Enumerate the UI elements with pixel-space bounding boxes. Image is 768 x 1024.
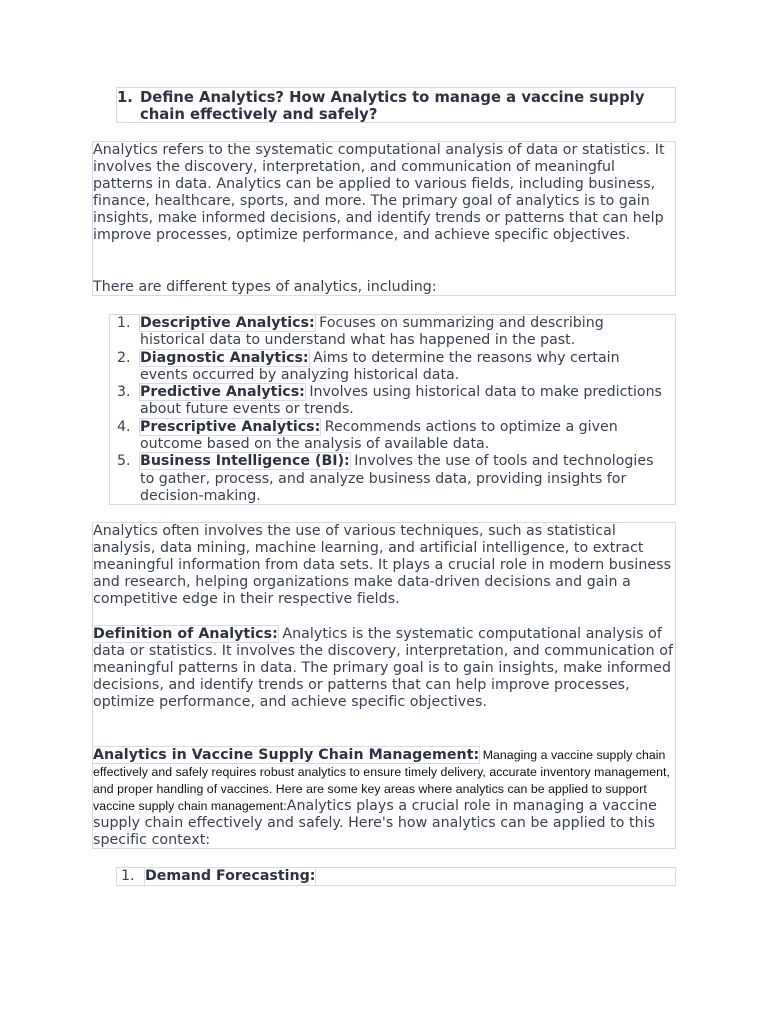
list-item-term: Descriptive Analytics: [140,315,315,331]
list-item [110,315,670,350]
vaccine-paragraph [93,747,676,850]
list-item-description: Involves using historical data to make predictions about future events or trends. [140,384,662,418]
body-section [92,522,676,849]
techniques-paragraph: Analytics often involves the use of various techniques, such as statistical analysis, data mining, machine learning, and artificial intelligence, to extract meaningful information from data sets. It plays a crucial role in modern business and research, helping organizations make data-driven decisions and gain a competitive edge in their respective fields. [93,523,672,608]
definition-paragraph [93,626,676,711]
list-item-number: 5. [117,453,131,470]
list-item-description: Recommends actions to optimize a given outcome based on the analysis of available data. [140,418,618,453]
question-heading [117,89,675,123]
list-item-number: 1. [117,315,131,331]
definition-term: Definition of Analytics: [93,626,278,642]
list-item [110,384,670,419]
list-item-text [140,453,670,505]
list-item-text [140,384,670,419]
list-item [110,350,670,385]
analytics-types-list [109,314,676,505]
list-item-number: 3. [117,384,131,401]
list-item-term: Predictive Analytics: [140,384,305,401]
list-item-number: 1. [121,868,135,884]
list-item-description: Focuses on summarizing and describing historical data to understand what has happened in the past. [140,315,604,349]
list-item [110,453,670,505]
types-list [110,315,670,505]
demand-list [116,867,676,886]
list-item-term: Business Intelligence (BI): [140,453,350,470]
list-item-text [140,350,670,385]
types-intro-text: There are different types of analytics, including: [93,279,437,295]
list-item-text [140,419,670,454]
list-item-text [140,315,670,350]
definition-text: Analytics is the systematic computational analysis of data or statistics. It involves the discovery, interpretation, and communication of meaningful patterns in data. The primary goal is to gain insights, make informed decisions, and identify trends or patterns that can help improve processes, optimize performance, and achieve specific objectives. [93,626,673,711]
vaccine-term: Analytics in Vaccine Supply Chain Management: [93,747,480,763]
intro-section [92,141,676,296]
vaccine-tail-text: Analytics plays a crucial role in managing a vaccine supply chain effectively and safely. Here's how analytics can be applied to this specific context: [93,798,657,849]
list-item-term: Diagnostic Analytics: [140,349,309,366]
demand-forecasting-label: Demand Forecasting: [145,868,316,884]
intro-paragraph: Analytics refers to the systematic computational analysis of data or statistics. It involves the discovery, interpretation, and communication of meaningful patterns in data. Analytics can be applied to various fields, including business, finance, healthcare, sports, and more. The primary goal of analytics is to gain insights, make informed decisions, and identify trends or patterns that can help improve processes, optimize performance, and achieve specific objectives. [93,142,665,244]
list-item-number: 2. [117,349,131,366]
list-item-number: 4. [117,418,131,435]
question-heading-box [116,87,676,123]
list-item-description: Aims to determine the reasons why certain events occurred by analyzing historical data. [140,349,620,383]
list-item-description: Involves the use of tools and technologies to gather, process, and analyze business data, providing insights for decision-making. [140,453,654,504]
list-item [110,419,670,454]
vaccine-small-text: Managing a vaccine supply chain effectively and safely requires robust analytics to ensure timely delivery, accurate inventory management, and proper handling of vaccines. Here are some key areas where analytics can be applied to support vaccine supply chain management: [93,748,670,814]
heading-number: 1. [117,89,133,106]
heading-text: Define Analytics? How Analytics to manage a vaccine supply chain effectively and safely? [140,89,645,124]
list-item-term: Prescriptive Analytics: [140,418,321,435]
